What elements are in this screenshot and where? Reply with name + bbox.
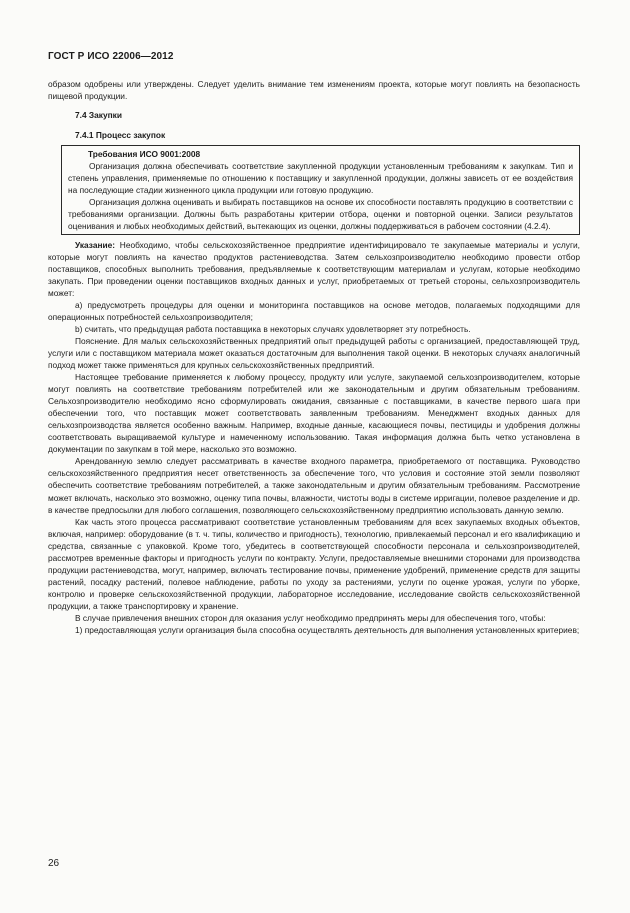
intro-paragraph: образом одобрены или утверждены. Следует уделить внимание тем изменениям проекта, которые могут повлиять на безопасность пищевой продукции. (48, 79, 580, 102)
box-paragraph: Организация должна оценивать и выбирать поставщиков на основе их способности поставлять продукцию в соответствии с требованиями организации. Должны быть разработаны критерии отбора, оценки и повторной оценки. Записи результатов оценивания и любых необходимых действий, вытекающих из оценки, должны поддерживаться в рабочем состоянии (4.2.4). (68, 197, 573, 232)
box-title: Требования ИСО 9001:2008 (88, 149, 201, 160)
body-paragraph: Как часть этого процесса рассматривают соответствие установленным требованиям для всех закупаемых входных объектов, включая, например: оборудование (в т. ч. типы, количество и пригодность), технологию, привлекаемый персонал и его квалификацию и средства, связанные с упаковкой. Кроме того, убедитесь в соответствующей способности персонала и сельхозпроизводителей, рассмотрев временные факторы и пригодность услуги по контракту. Услуги, предоставляемые внешними сторонами для производства продукции растениеводства, могут, например, включать тестирование почвы, применение удобрений, применение средств для защиты растений, посадку растений, полевое наблюдение, работы по уходу за растениями, услуги по оценке урожая, услуги по уборке, контролю и проверке сельскохозяйственной продукции, лабораторное исследование, исследование свойств сельскохозяйственной продукции, а также транспортировку и хранение. (48, 516, 580, 611)
page-number: 26 (48, 858, 60, 869)
note-label: Указание: (75, 239, 116, 250)
note-text: Необходимо, чтобы сельскохозяйственное предприятие идентифицировало те закупаемые материалы и услуги, которые могут повлиять на качество продуктов растениеводства. Затем сельхозпроизводителю необходимо провести отбор поставщиков, способных выполнить требования, предъявляемые к соответствующим материалам и услугам, которые необходимо закупать. При проведении оценки поставщиков входных данных и услуг, приобретаемых от третьей стороны, сельхозпроизводитель может: (48, 239, 580, 298)
iso-requirements-box (61, 145, 580, 234)
document-body (48, 78, 580, 636)
list-item-1: 1) предоставляющая услуги организация была способна осуществлять деятельность для выполнения установленных критериев; (75, 625, 580, 636)
body-paragraph: В случае привлечения внешних сторон для оказания услуг необходимо предпринять меры для обеспечения того, чтобы: (75, 612, 546, 623)
document-header: ГОСТ Р ИСО 22006—2012 (48, 51, 174, 62)
body-paragraph: Арендованную землю следует рассматривать в качестве входного параметра, приобретаемого от поставщика. Руководство сельскохозяйственного предприятия несет ответственность за обеспечение того, что условия и состояние этой земли позволяют обеспечить соответствие требованиям потребителей, а также законодательным и другим обязательным требованиям. Рассмотрение может включать, насколько это возможно, оценку типа почвы, влажности, чистоты воды в системе ирригации, полевое разделение и др. в качестве предпосылки для любого соглашения, позволяющего сельскохозяйственному предприятию использовать данную землю. (48, 456, 580, 515)
section-heading-7-4-1: 7.4.1 Процесс закупок (75, 130, 166, 141)
box-paragraph: Организация должна обеспечивать соответствие закупленной продукции установленным требованиям к закупкам. Тип и степень управления, применяемые по отношению к поставщику и закупленной продукции, должны зависеть от ее воздействия на последующие стадии жизненного цикла продукции или готовую продукцию. (68, 161, 573, 196)
explanation-paragraph: Пояснение. Для малых сельскохозяйственных предприятий опыт предыдущей работы с организацией, предоставляющей труд, услуги или с поставщиком материала может оказаться достаточным для выполнения такой оценки. В некоторых случаях аналогичный подход может также применяться для крупных сельскохозяйственных предприятий. (48, 335, 580, 370)
note-paragraph (48, 239, 580, 299)
list-item-a: a) предусмотреть процедуры для оценки и мониторинга поставщиков на основе методов, полагаемых подходящими для операционных потребностей сельхозпроизводителя; (48, 299, 580, 322)
list-item-b: b) считать, что предыдущая работа поставщика в некоторых случаях удовлетворяет эту потребность. (75, 323, 471, 334)
body-paragraph: Настоящее требование применяется к любому процессу, продукту или услуге, закупаемой сельхозпроизводителем, которые могут повлиять на соответствие требованиям потребителей или же законодательным и другим обязательным требованиям. Сельхозпроизводителю необходимо ясно сформулировать ожидания, связанные с поставщиками, в качестве первого шага при обеспечении того, что поставщик может соответствовать заявленным требованиям. Менеджмент входных данных для сельхозпроизводства является особенно важным. Например, входные данные, касающиеся почвы, пестициды и удобрения должны соответствовать выращиваемой культуре и намеченному использованию. Такая информация должна быть четко установлена в документации по закупкам в той мере, насколько это возможно. (48, 372, 580, 455)
section-heading-7-4: 7.4 Закупки (75, 110, 122, 121)
